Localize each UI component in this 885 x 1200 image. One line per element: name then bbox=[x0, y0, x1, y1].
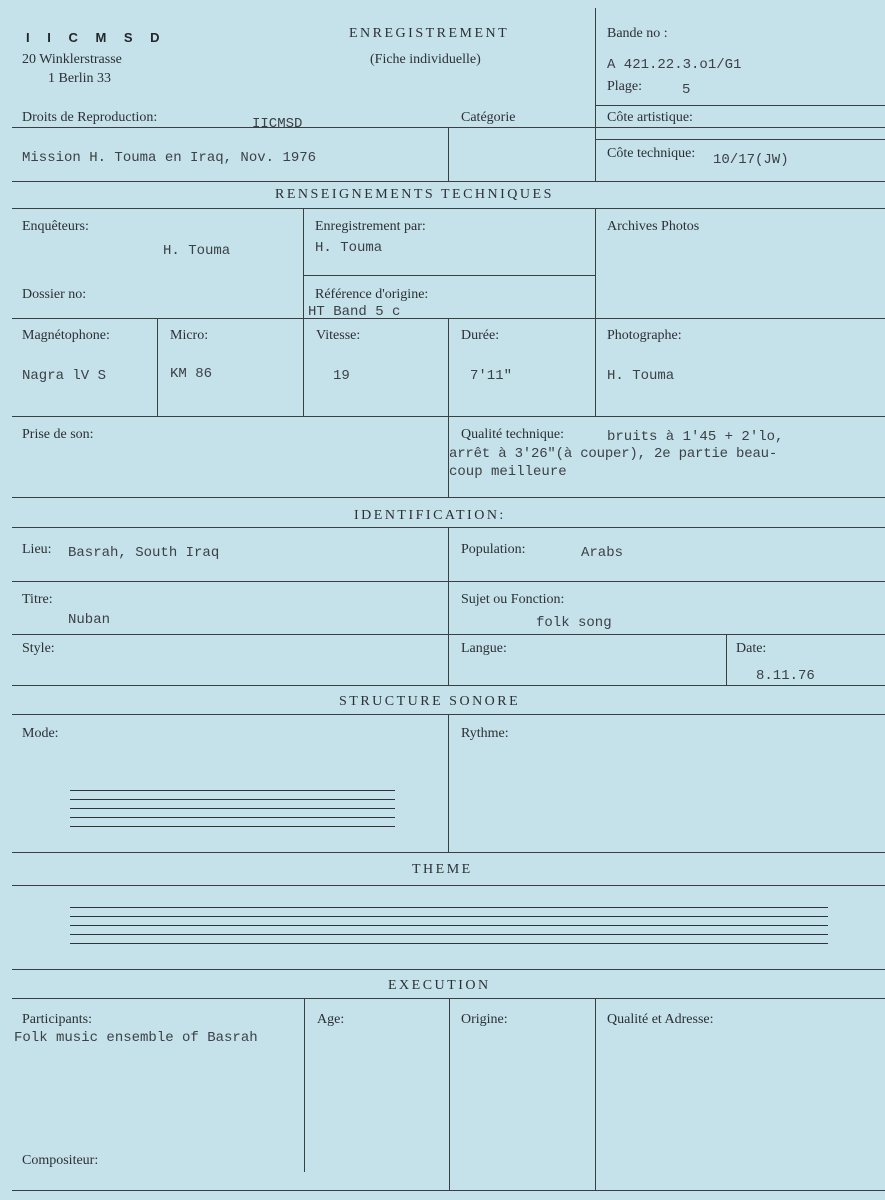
vrule-header-right bbox=[595, 8, 596, 181]
rule-top-right bbox=[596, 105, 885, 106]
prise-de-son-label: Prise de son: bbox=[22, 427, 94, 442]
langue-label: Langue: bbox=[461, 641, 507, 656]
date-value: 8.11.76 bbox=[756, 668, 815, 684]
photographe-label: Photographe: bbox=[607, 328, 682, 343]
origine-label: Origine: bbox=[461, 1012, 508, 1027]
archives-photos-label: Archives Photos bbox=[607, 219, 700, 234]
rule-theme-heading bbox=[12, 885, 885, 886]
qualite-line-3: coup meilleure bbox=[449, 464, 567, 480]
duree-label: Durée: bbox=[461, 328, 500, 343]
dossier-label: Dossier no: bbox=[22, 287, 87, 302]
qualite-technique-label: Qualité technique: bbox=[461, 427, 565, 442]
theme-staff-line bbox=[70, 916, 828, 917]
theme-staff-line bbox=[70, 907, 828, 908]
rule-prise-bottom bbox=[12, 497, 885, 498]
titre-label: Titre: bbox=[22, 592, 53, 607]
vrule-tech-mid bbox=[303, 208, 304, 416]
execution-heading: EXECUTION bbox=[388, 978, 491, 993]
theme-heading: THEME bbox=[412, 862, 473, 877]
participants-label: Participants: bbox=[22, 1012, 92, 1027]
date-label: Date: bbox=[736, 641, 767, 656]
magnetophone-value: Nagra lV S bbox=[22, 368, 107, 384]
micro-label: Micro: bbox=[170, 328, 209, 343]
rule-cote bbox=[596, 139, 885, 140]
duree-value: 7'11" bbox=[470, 368, 513, 384]
mode-staff-line bbox=[70, 826, 395, 827]
form-subtitle: (Fiche individuelle) bbox=[370, 52, 481, 67]
population-value: Arabs bbox=[581, 545, 624, 561]
vrule-mode bbox=[448, 714, 449, 852]
qualite-line-1: bruits à 1'45 + 2'lo, bbox=[607, 429, 784, 445]
vrule-qualite bbox=[595, 998, 596, 1190]
structure-heading: STRUCTURE SONORE bbox=[339, 694, 521, 709]
participants-value: Folk music ensemble of Basrah bbox=[14, 1030, 258, 1046]
vitesse-label: Vitesse: bbox=[316, 328, 361, 343]
compositeur-label: Compositeur: bbox=[22, 1153, 99, 1168]
theme-staff-line bbox=[70, 934, 828, 935]
mode-staff-line bbox=[70, 817, 395, 818]
mode-staff-line bbox=[70, 790, 395, 791]
cote-technique-label: Côte technique: bbox=[607, 146, 696, 161]
style-label: Style: bbox=[22, 641, 55, 656]
form-title: ENREGISTREMENT bbox=[349, 26, 510, 41]
technical-heading: RENSEIGNEMENTS TECHNIQUES bbox=[275, 187, 554, 202]
bande-label: Bande no : bbox=[607, 26, 668, 41]
sujet-value: folk song bbox=[536, 615, 612, 631]
mode-label: Mode: bbox=[22, 726, 59, 741]
vrule-micro bbox=[157, 318, 158, 416]
cote-technique-value: 10/17(JW) bbox=[713, 152, 789, 168]
droits-label: Droits de Reproduction: bbox=[22, 110, 158, 125]
lieu-label: Lieu: bbox=[22, 542, 52, 557]
titre-value: Nuban bbox=[68, 612, 111, 628]
org-street: 20 Winklerstrasse bbox=[22, 52, 122, 67]
vrule-ident bbox=[448, 527, 449, 685]
plage-label: Plage: bbox=[607, 79, 642, 94]
magnetophone-label: Magnétophone: bbox=[22, 328, 110, 343]
rule-mode-bottom bbox=[12, 852, 885, 853]
theme-staff-line bbox=[70, 925, 828, 926]
reference-value: HT Band 5 c bbox=[308, 304, 401, 320]
rule-card-bottom bbox=[12, 1190, 885, 1191]
plage-value: 5 bbox=[682, 82, 691, 98]
droits-value: IICMSD bbox=[252, 116, 303, 132]
cote-artistique-label: Côte artistique: bbox=[607, 110, 693, 125]
reference-label: Référence d'origine: bbox=[315, 287, 429, 302]
enregistrement-par-label: Enregistrement par: bbox=[315, 219, 426, 234]
mode-staff-line bbox=[70, 799, 395, 800]
qualite-line-2: arrêt à 3'26"(à couper), 2e partie beau- bbox=[449, 446, 778, 462]
rule-rights-bottom bbox=[12, 181, 885, 182]
theme-staff-line bbox=[70, 943, 828, 944]
lieu-value: Basrah, South Iraq bbox=[68, 545, 220, 561]
rule-theme-bottom bbox=[12, 969, 885, 970]
enregistrement-par-value: H. Touma bbox=[315, 240, 383, 256]
vrule-age bbox=[304, 998, 305, 1172]
org-city: 1 Berlin 33 bbox=[48, 71, 111, 86]
vrule-duree bbox=[448, 318, 449, 416]
micro-value: KM 86 bbox=[170, 366, 213, 382]
rule-style-bottom bbox=[12, 685, 885, 686]
org-name: I I C M S D bbox=[26, 30, 167, 45]
qualite-adresse-label: Qualité et Adresse: bbox=[607, 1012, 714, 1027]
rule-tech-heading bbox=[12, 208, 885, 209]
vrule-tech-right bbox=[595, 208, 596, 416]
mode-staff-line bbox=[70, 808, 395, 809]
identification-heading: IDENTIFICATION: bbox=[354, 508, 506, 523]
population-label: Population: bbox=[461, 542, 526, 557]
sujet-label: Sujet ou Fonction: bbox=[461, 592, 565, 607]
vrule-date bbox=[726, 634, 727, 685]
enqueteurs-label: Enquêteurs: bbox=[22, 219, 89, 234]
vrule-categorie bbox=[448, 127, 449, 181]
categorie-label: Catégorie bbox=[461, 110, 516, 125]
photographe-value: H. Touma bbox=[607, 368, 675, 384]
age-label: Age: bbox=[317, 1012, 345, 1027]
enqueteurs-value: H. Touma bbox=[163, 243, 231, 259]
mission-value: Mission H. Touma en Iraq, Nov. 1976 bbox=[22, 150, 317, 166]
rythme-label: Rythme: bbox=[461, 726, 509, 741]
bande-value: A 421.22.3.o1/G1 bbox=[607, 57, 742, 73]
vrule-origine bbox=[449, 998, 450, 1190]
rule-enreg bbox=[303, 275, 596, 276]
vitesse-value: 19 bbox=[333, 368, 350, 384]
